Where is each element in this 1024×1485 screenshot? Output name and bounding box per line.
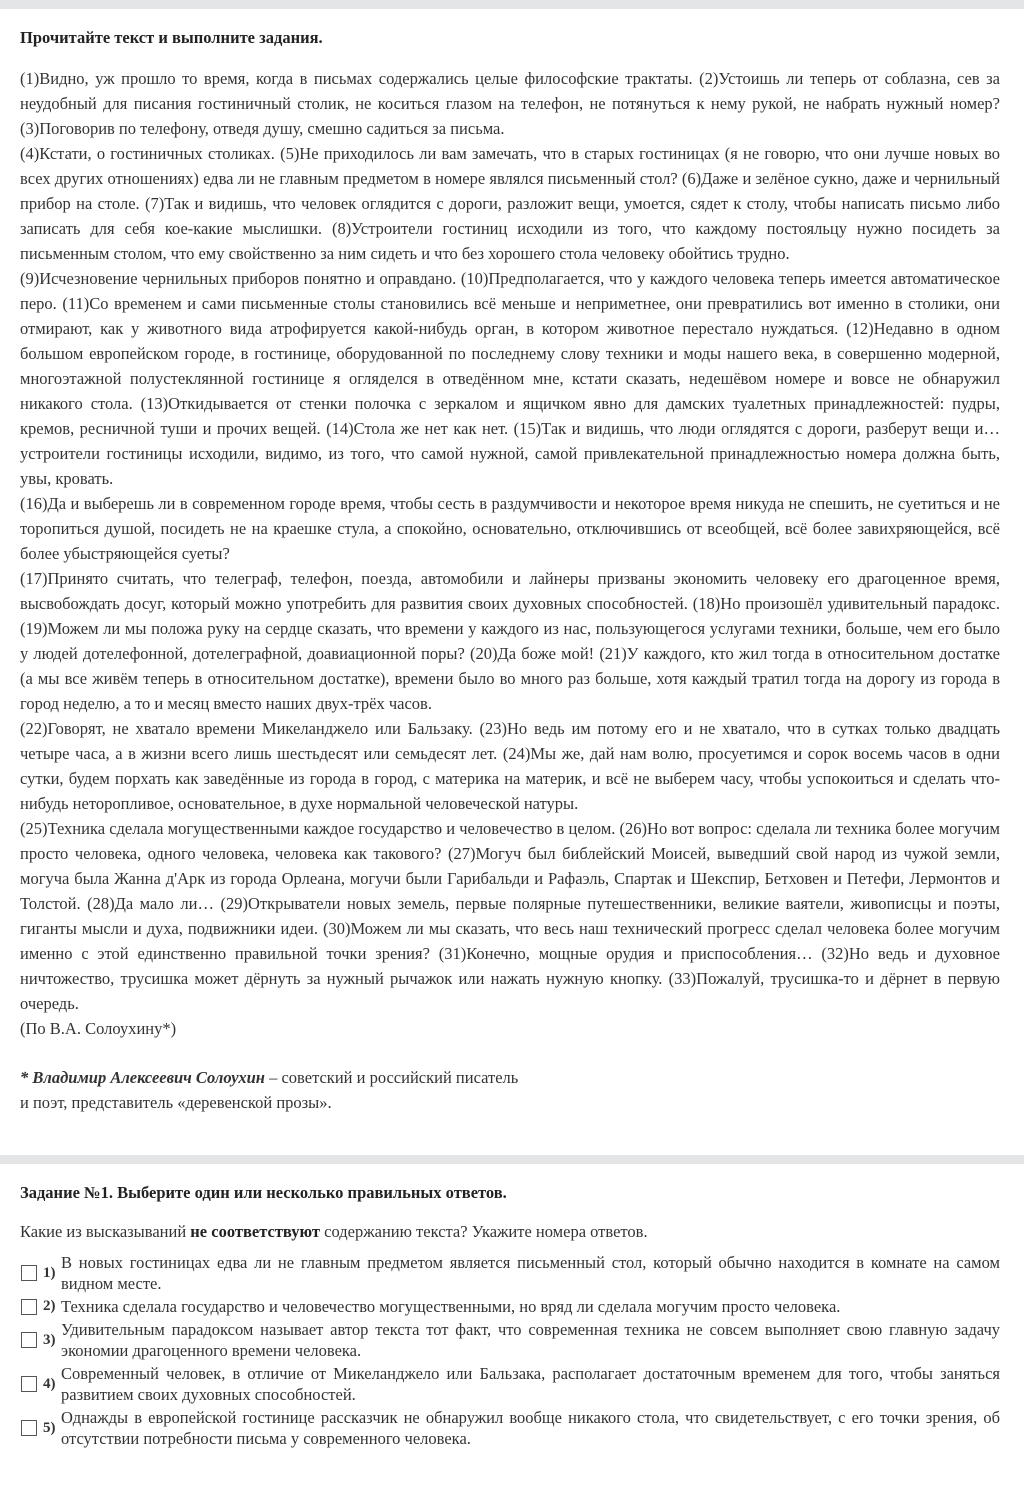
footnote-text-line2: и поэт, представитель «деревенской прозы». <box>20 1093 332 1112</box>
task-question <box>20 1221 1000 1243</box>
option-text: Современный человек, в отличие от Микеланджело или Бальзака, располагает достаточным временем для того, чтобы заняться развитием своих духовных способностей. <box>61 1364 1000 1404</box>
answer-option-1[interactable] <box>20 1252 1000 1294</box>
answer-option-2[interactable] <box>20 1296 1000 1317</box>
option-number: 2) <box>43 1298 56 1314</box>
option-number: 3) <box>43 1331 56 1348</box>
answer-checkbox-5[interactable] <box>21 1420 37 1436</box>
option-number: 4) <box>43 1375 56 1392</box>
text-source: (По В.А. Солоухину*) <box>20 1019 177 1038</box>
question-part-after: содержанию текста? Укажите номера ответов. <box>320 1222 648 1241</box>
footnote-author: Владимир Алексеевич Солоухин <box>32 1068 265 1087</box>
reading-section <box>20 27 1000 1115</box>
option-text: В новых гостиницах едва ли не главным предметом является письменный стол, который обычно находится в комнате на самом видном месте. <box>61 1253 1000 1293</box>
question-part-before: Какие из высказываний <box>20 1222 191 1241</box>
paragraph-1: (1)Видно, уж прошло то время, когда в письмах содержались целые философские трактаты. (2)Устоишь ли теперь от соблазна, сев за неудобный для писания гостиничный столик, не коситься глазом на телефон, не потянуться к нему рукой, не набрать нужный номер? (3)Поговорив по телефону, отведя душу, смешно садиться за письма. <box>20 69 1000 138</box>
answer-checkbox-3[interactable] <box>21 1332 37 1348</box>
author-footnote <box>20 1065 1000 1115</box>
answer-options <box>20 1252 1000 1449</box>
top-divider-bar <box>0 0 1024 9</box>
paragraph-2: (4)Кстати, о гостиничных столиках. (5)Не приходилось ли вам замечать, что в старых гостиницах (я не говорю, что они лучше новых во всех других отношениях) едва ли не главным предметом в номере являлся письменный стол? (6)Даже и зелёное сукно, даже и чернильный прибор на столе. (7)Так и видишь, что человек оглядится с дороги, разложит вещи, умоется, сядет к столу, чтобы написать письмо либо записать для себя кое-какие мыслишки. (8)Устроители гостиниц исходили из того, что каждому постояльцу нужно посидеть за письменным столом, что ему свойственно за ним сидеть и что без хорошего стола человеку обойтись трудно. <box>20 144 1000 263</box>
paragraph-5: (17)Принято считать, что телеграф, телефон, поезда, автомобили и лайнеры призваны экономить человеку его драгоценное время, высвобождать досуг, который можно употребить для развития своих духовных способностей. (18)Но произошёл удивительный парадокс. (19)Можем ли мы положа руку на сердце сказать, что времени у каждого из нас, пользующегося услугами техники, больше, чем его было у людей дотелефонной, дотелеграфной, доавиационной поры? (20)Да боже мой! (21)У каждого, кто жил тогда в относительном достатке (а мы все живём теперь в относительном достатке), времени было во много раз больше, хотя каждый тратил тогда на дорогу из города в город неделю, а то и месяц вместо наших двух-трёх часов. <box>20 569 1000 713</box>
option-text: Удивительным парадоксом называет автор текста тот факт, что современная техника не совсем выполняет свою главную задачу экономии драгоценного времени человека. <box>61 1320 1000 1360</box>
paragraph-4: (16)Да и выберешь ли в современном городе время, чтобы сесть в раздумчивости и некоторое время никуда не спешить, не суетиться и не торопиться душой, посидеть не на краешке стула, а спокойно, основательно, отключившись от всеобщей, всё более завихряющейся, всё более убыстряющейся суеты? <box>20 494 1000 563</box>
answer-checkbox-4[interactable] <box>21 1376 37 1392</box>
answer-option-5[interactable] <box>20 1407 1000 1449</box>
paragraph-3: (9)Исчезновение чернильных приборов понятно и оправдано. (10)Предполагается, что у каждого человека теперь имеется автоматическое перо. (11)Со временем и сами письменные столы становились всё меньше и неприметнее, они превратились вот именно в столики, они отмирают, как у животного вида атрофируется какой-нибудь орган, в котором животное перестало нуждаться. (12)Недавно в одном большом европейском городе, в гостинице, оборудованной по последнему слову техники и моды нашего века, в совершенно модерной, многоэтажной полустеклянной гостинице я огляделся в отведённом мне, кстати сказать, недешёвом номере и вовсе не обнаружил никакого стола. (13)Откидывается от стенки полочка с зеркалом и ящичком явно для дамских туалетных принадлежностей: пудры, кремов, ресничной туши и прочих вещей. (14)Стола же нет как нет. (15)Так и видишь, что люди оглядятся с дороги, разберут вещи и… устроители гостиницы исходили, видимо, из того, что самой нужной, самой привлекательной принадлежностью номера должна быть, увы, кровать. <box>20 269 1000 488</box>
footnote-text-line1: – советский и российский писатель <box>264 1068 519 1087</box>
answer-option-4[interactable] <box>20 1363 1000 1405</box>
footnote-marker: * <box>20 1068 33 1087</box>
answer-checkbox-1[interactable] <box>21 1265 37 1281</box>
reading-instruction: Прочитайте текст и выполните задания. <box>20 28 323 47</box>
section-divider-bar <box>0 1155 1024 1164</box>
task-section <box>20 1182 1000 1451</box>
task-heading: Задание №1. Выберите один или несколько правильных ответов. <box>20 1183 507 1202</box>
reading-text <box>20 66 1000 1016</box>
question-emphasis: не соответствуют <box>190 1222 321 1241</box>
option-number: 5) <box>43 1419 56 1436</box>
option-number: 1) <box>43 1264 56 1281</box>
answer-option-3[interactable] <box>20 1319 1000 1361</box>
paragraph-6: (22)Говорят, не хватало времени Микеланджело или Бальзаку. (23)Но ведь им потому его и не хватало, что в сутках только двадцать четыре часа, а в жизни всего лишь шестьдесят или семьдесят лет. (24)Мы же, дай нам волю, просуетимся и сорок восемь часов в одни сутки, будем порхать как заведённые из города в город, с материка на материк, и всё не выберем часу, чтобы успокоиться и сделать что-нибудь неторопливое, основательное, в духе нормальной человеческой натуры. <box>20 719 1000 813</box>
paragraph-7: (25)Техника сделала могущественными каждое государство и человечество в целом. (26)Но вот вопрос: сделала ли техника более могучим просто человека, одного человека, человека как такового? (27)Могуч был библейский Моисей, выведший свой народ из чужой земли, могуча была Жанна д'Арк из города Орлеана, могучи были Гарибальди и Рафаэль, Спартак и Шекспир, Бетховен и Петефи, Лермонтов и Толстой. (28)Да мало ли… (29)Открыватели новых земель, первые полярные путешественники, великие ваятели, живописцы и поэты, гиганты мысли и духа, подвижники идеи. (30)Можем ли мы сказать, что весь наш технический прогресс сделал человека более могучим именно с этой единственно правильной точки зрения? (31)Конечно, мощные орудия и приспособления… (32)Но ведь и духовное ничтожество, трусишка может дёрнуть за нужный рычажок или нажать нужную кнопку. (33)Пожалуй, трусишка-то и дёрнет в первую очередь. <box>20 819 1000 1013</box>
option-text: Однажды в европейской гостинице рассказчик не обнаружил вообще никакого стола, что свидетельствует, с его точки зрения, об отсутствии потребности письма у современного человека. <box>61 1408 1000 1448</box>
option-text: Техника сделала государство и человечество могущественными, но вряд ли сделала могучим просто человека. <box>61 1297 841 1316</box>
answer-checkbox-2[interactable] <box>21 1299 37 1315</box>
